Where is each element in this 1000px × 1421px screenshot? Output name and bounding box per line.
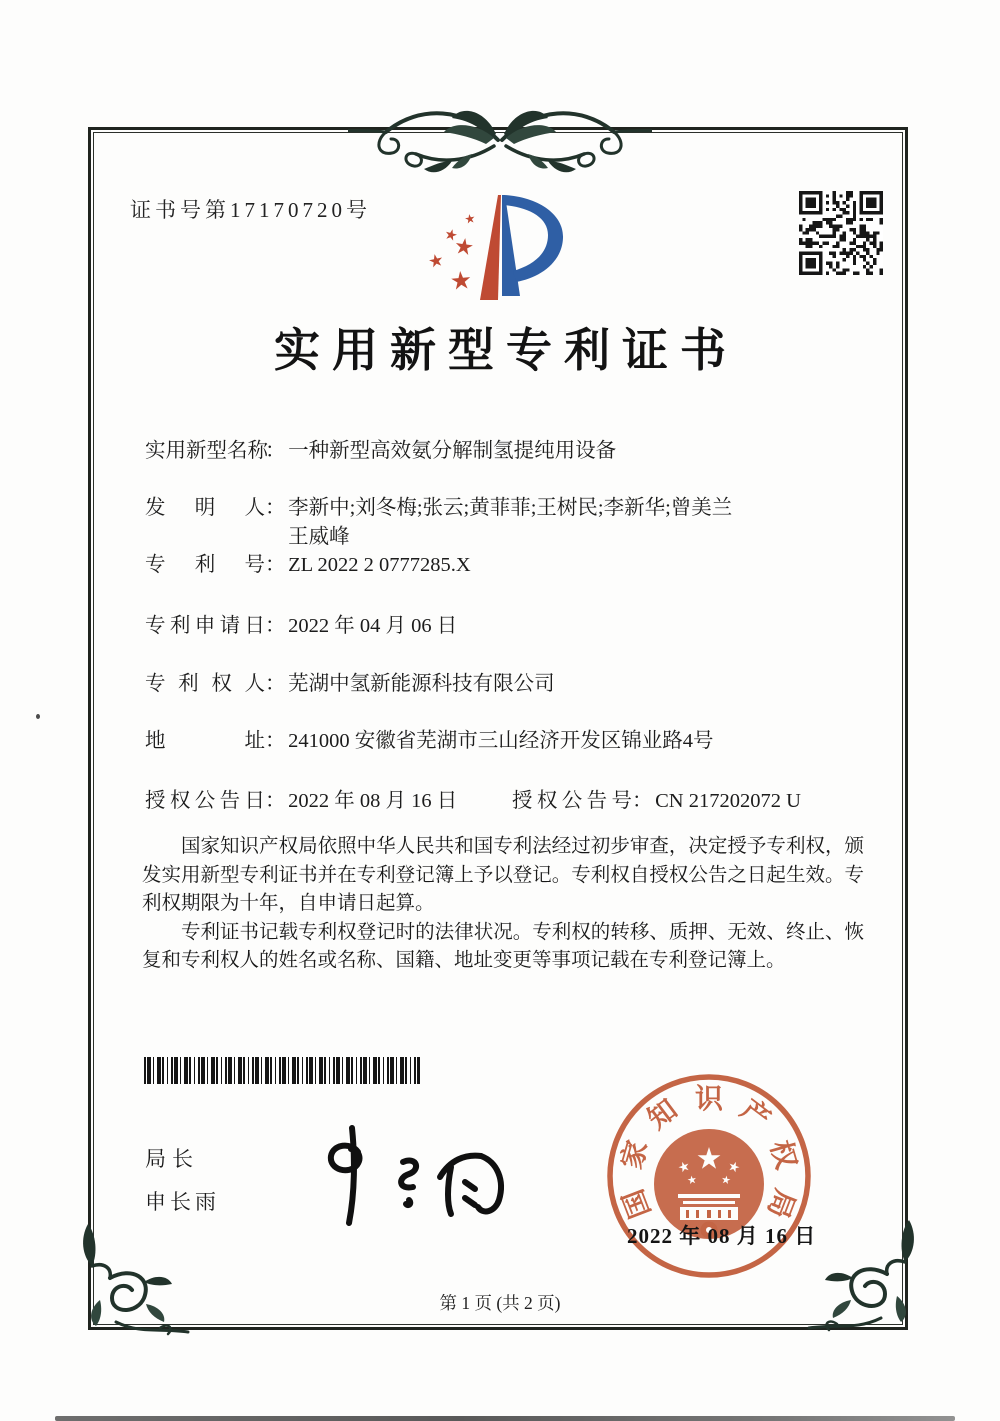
field-label-patent-no: 专利号 — [145, 554, 265, 576]
handwritten-signature — [285, 1112, 535, 1247]
scan-speck — [36, 714, 40, 719]
cnipa-logo — [424, 183, 572, 311]
svg-text:家: 家 — [616, 1137, 655, 1173]
field-label-inventors: 发明人 — [145, 497, 265, 519]
official-seal — [596, 1063, 822, 1289]
field-row-grant: 授权公告日： 2022 年 08 月 16 日 授权公告号： CN 217202072 U — [145, 787, 905, 816]
field-value-filing-date: 2022 年 04 月 06 日 — [288, 615, 458, 637]
field-label-grant-date: 授权公告日 — [145, 790, 265, 812]
seal-date: 2022 年 08 月 16 日 — [627, 1224, 817, 1248]
field-label-grant-no: 授权公告号 — [512, 790, 632, 812]
field-row-patent-no: 专利号： ZL 2022 2 0777285.X — [145, 551, 905, 580]
svg-text:局: 局 — [760, 1184, 800, 1223]
field-value-grant-date: 2022 年 08 月 16 日 — [288, 790, 458, 812]
svg-text:识: 识 — [694, 1084, 724, 1115]
barcode — [144, 1057, 420, 1084]
qr-code — [799, 191, 883, 275]
svg-text:知: 知 — [642, 1094, 684, 1136]
field-row-address: 地址： 241000 安徽省芜湖市三山经济开发区锦业路4号 — [145, 727, 905, 756]
logo-stars — [428, 213, 475, 290]
logo-red-wedge — [480, 195, 501, 300]
field-value-inventors: 李新中;刘冬梅;张云;黄菲菲;王树民;李新华;曾美兰 王威峰 — [288, 497, 733, 548]
svg-text:权: 权 — [763, 1137, 802, 1173]
field-label-patentee: 专利权人 — [145, 673, 265, 695]
field-label-address: 地址 — [145, 730, 265, 752]
field-value-address: 241000 安徽省芜湖市三山经济开发区锦业路4号 — [288, 730, 714, 752]
field-value-grant-no: CN 217202072 U — [655, 790, 801, 812]
field-value-name: 一种新型高效氨分解制氢提纯用设备 — [288, 440, 617, 462]
officer-name: 申长雨 — [145, 1190, 220, 1214]
field-value-patent-no: ZL 2022 2 0777285.X — [288, 554, 471, 576]
field-row-name: 实用新型名称： 一种新型高效氨分解制氢提纯用设备 — [145, 437, 905, 466]
field-row-filing-date: 专利申请日： 2022 年 04 月 06 日 — [145, 612, 905, 641]
certificate-number: 证书号第17170720号 — [130, 198, 371, 222]
top-border-ornament — [348, 82, 652, 192]
bottom-right-corner-ornament — [805, 1218, 937, 1343]
svg-text:国: 国 — [618, 1184, 658, 1223]
bottom-left-corner-ornament — [60, 1222, 192, 1347]
certificate-title: 实用新型专利证书 — [274, 325, 738, 376]
scan-edge-artifact — [55, 1416, 955, 1421]
legal-text — [142, 833, 864, 976]
field-label-filing-date: 专利申请日 — [145, 615, 265, 637]
page-number: 第 1 页 (共 2 页) — [439, 1293, 561, 1313]
field-label-name: 实用新型名称 — [145, 440, 268, 462]
grant-number-pair: 授权公告号： CN 217202072 U — [512, 787, 801, 816]
field-value-patentee: 芜湖中氢新能源科技有限公司 — [288, 673, 555, 695]
legal-paragraph-2: 专利证书记载专利权登记时的法律状况。专利权的转移、质押、无效、终止、恢复和专利权人的姓名或名称、国籍、地址变更等事项记载在专利登记簿上。 — [142, 921, 864, 971]
field-row-inventors: 发明人： 李新中;刘冬梅;张云;黄菲菲;王树民;李新华;曾美兰 王威峰 — [145, 494, 905, 552]
legal-paragraph-1: 国家知识产权局依照中华人民共和国专利法经过初步审查，决定授予专利权，颁发实用新型专利证书并在专利登记簿上予以登记。专利权自授权公告之日起生效。专利权期限为十年，自申请日起算。 — [142, 836, 864, 914]
field-row-patentee: 专利权人： 芜湖中氢新能源科技有限公司 — [145, 670, 905, 699]
officer-title: 局长 — [145, 1147, 199, 1171]
svg-text:产: 产 — [734, 1094, 776, 1136]
